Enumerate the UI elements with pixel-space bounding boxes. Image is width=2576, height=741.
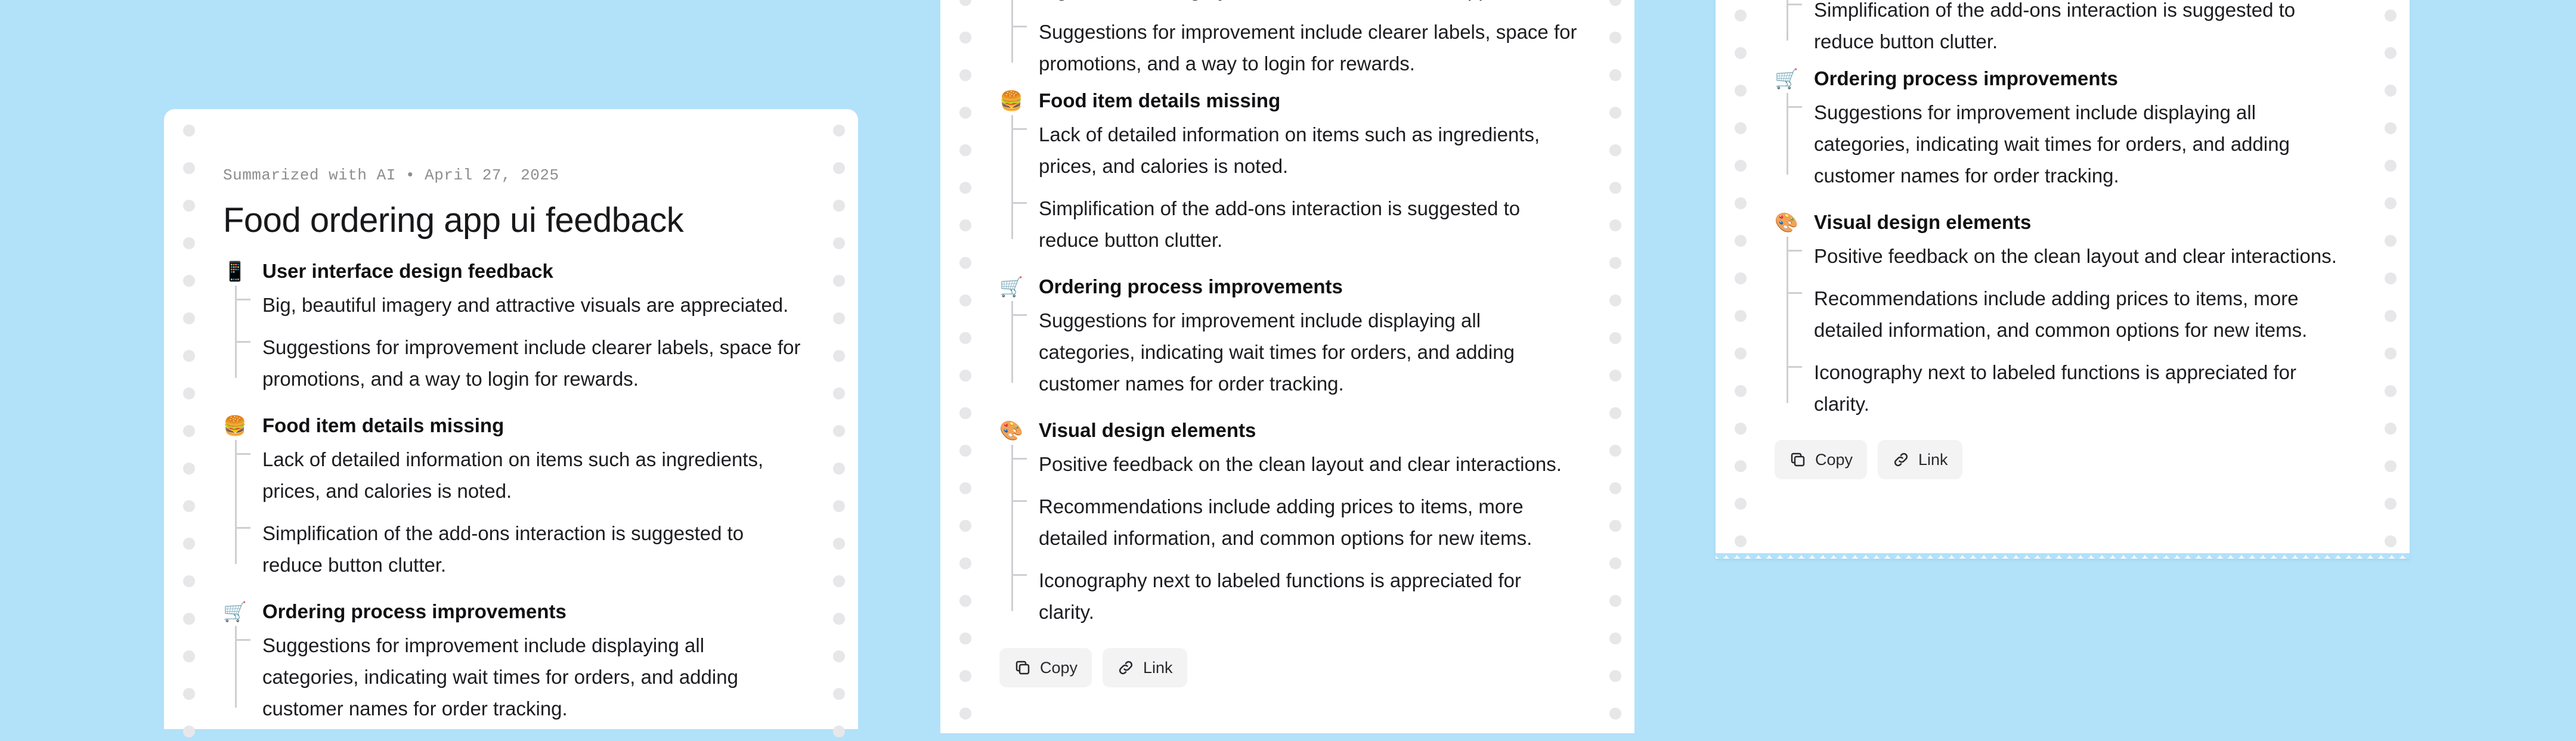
link-button[interactable] <box>1878 440 1962 479</box>
copy-label: Copy <box>1040 658 1078 677</box>
section-title: Ordering process improvements <box>1814 67 2118 89</box>
burger-icon: 🍔 <box>999 89 1023 112</box>
summary-title: Food ordering app ui feedback <box>223 201 684 240</box>
summary-meta: Summarized with AI • April 27, 2025 <box>223 166 559 184</box>
bullet-item: Suggestions for improvement include clearer labels, space for promotions, and a way to login for rewards. <box>1039 13 1581 86</box>
copy-icon <box>1789 451 1807 469</box>
bullet-item: Iconography next to labeled functions is appreciated for clarity. <box>1814 353 2356 427</box>
bullet-item: Positive feedback on the clean layout and clear interactions. <box>1814 237 2356 279</box>
card-holes-left <box>959 0 971 733</box>
section-title: Food item details missing <box>1039 89 1281 111</box>
link-label: Link <box>1143 658 1173 677</box>
bullet-item <box>1039 0 1581 13</box>
bullet-item: Lack of detailed information on items such as ingredients, prices, and calories is noted. <box>262 440 804 514</box>
summary-card-2 <box>940 0 1634 733</box>
section-ui-design <box>223 257 804 402</box>
link-icon <box>1117 659 1135 677</box>
section-title: Visual design elements <box>1814 211 2032 233</box>
link-icon <box>1892 451 1910 469</box>
copy-label: Copy <box>1815 450 1853 469</box>
section-ordering <box>999 272 1581 407</box>
section-ordering <box>223 597 804 731</box>
bullet-item: Big, beautiful imagery and attractive visuals are appreciated. <box>262 286 804 328</box>
burger-icon: 🍔 <box>223 414 247 437</box>
card-holes-right <box>833 109 845 729</box>
summary-card-3 <box>1716 0 2410 559</box>
bullet-item: Recommendations include adding prices to items, more detailed information, and common options for new items. <box>1814 279 2356 353</box>
section-food-details <box>999 86 1581 263</box>
copy-button[interactable] <box>999 648 1092 687</box>
card-holes-right <box>2385 0 2397 559</box>
summary-content <box>999 0 1581 687</box>
bullet-item: Suggestions for improvement include displaying all categories, indicating wait times for orders, and adding customer names for order tracking. <box>1039 301 1581 407</box>
summary-actions <box>999 648 1581 687</box>
shopping-cart-icon: 🛒 <box>999 275 1023 298</box>
bullet-item: Simplification of the add-ons interaction is suggested to reduce button clutter. <box>1039 189 1581 263</box>
card-holes-right <box>1609 0 1621 733</box>
bullet-item: Suggestions for improvement include displaying all categories, indicating wait times for orders, and adding customer names for order tracking. <box>262 626 804 731</box>
link-button[interactable] <box>1103 648 1187 687</box>
shopping-cart-icon: 🛒 <box>1775 67 1798 90</box>
palette-icon: 🎨 <box>999 419 1023 442</box>
link-label: Link <box>1918 450 1948 469</box>
bullet-item: Suggestions for improvement include displaying all categories, indicating wait times for orders, and adding customer names for order tracking. <box>1814 93 2356 199</box>
section-food-details <box>223 411 804 588</box>
summary-card-1 <box>164 109 858 729</box>
section-visual-design <box>1775 208 2356 427</box>
bullet-item: Recommendations include adding prices to items, more detailed information, and common options for new items. <box>1039 487 1581 561</box>
summary-actions <box>1775 440 2356 479</box>
section-title: Food item details missing <box>262 414 504 436</box>
section-ordering <box>1775 64 2356 199</box>
section-title: User interface design feedback <box>262 260 553 282</box>
card-holes-left <box>1735 0 1747 559</box>
section-title: Visual design elements <box>1039 419 1256 441</box>
copy-icon <box>1014 659 1032 677</box>
card-holes-left <box>183 109 195 729</box>
copy-button[interactable] <box>1775 440 1867 479</box>
bullet-item: Iconography next to labeled functions is appreciated for clarity. <box>1039 561 1581 635</box>
bullet-item: Simplification of the add-ons interaction is suggested to reduce button clutter. <box>262 514 804 588</box>
bullet-item: Suggestions for improvement include clearer labels, space for promotions, and a way to login for rewards. <box>262 328 804 402</box>
palette-icon: 🎨 <box>1775 211 1798 234</box>
section-title: Ordering process improvements <box>1039 275 1343 297</box>
shopping-cart-icon: 🛒 <box>223 600 247 623</box>
bullet-item: Simplification of the add-ons interaction is suggested to reduce button clutter. <box>1814 0 2356 64</box>
section-visual-design <box>999 416 1581 635</box>
mobile-phone-icon: 📱 <box>223 260 247 283</box>
summary-content <box>1775 0 2356 479</box>
summary-content <box>223 166 804 741</box>
bullet-item: Positive feedback on the clean layout and clear interactions. <box>1039 445 1581 487</box>
bullet-item: Lack of detailed information on items such as ingredients, prices, and calories is noted. <box>1039 115 1581 189</box>
section-title: Ordering process improvements <box>262 600 566 622</box>
